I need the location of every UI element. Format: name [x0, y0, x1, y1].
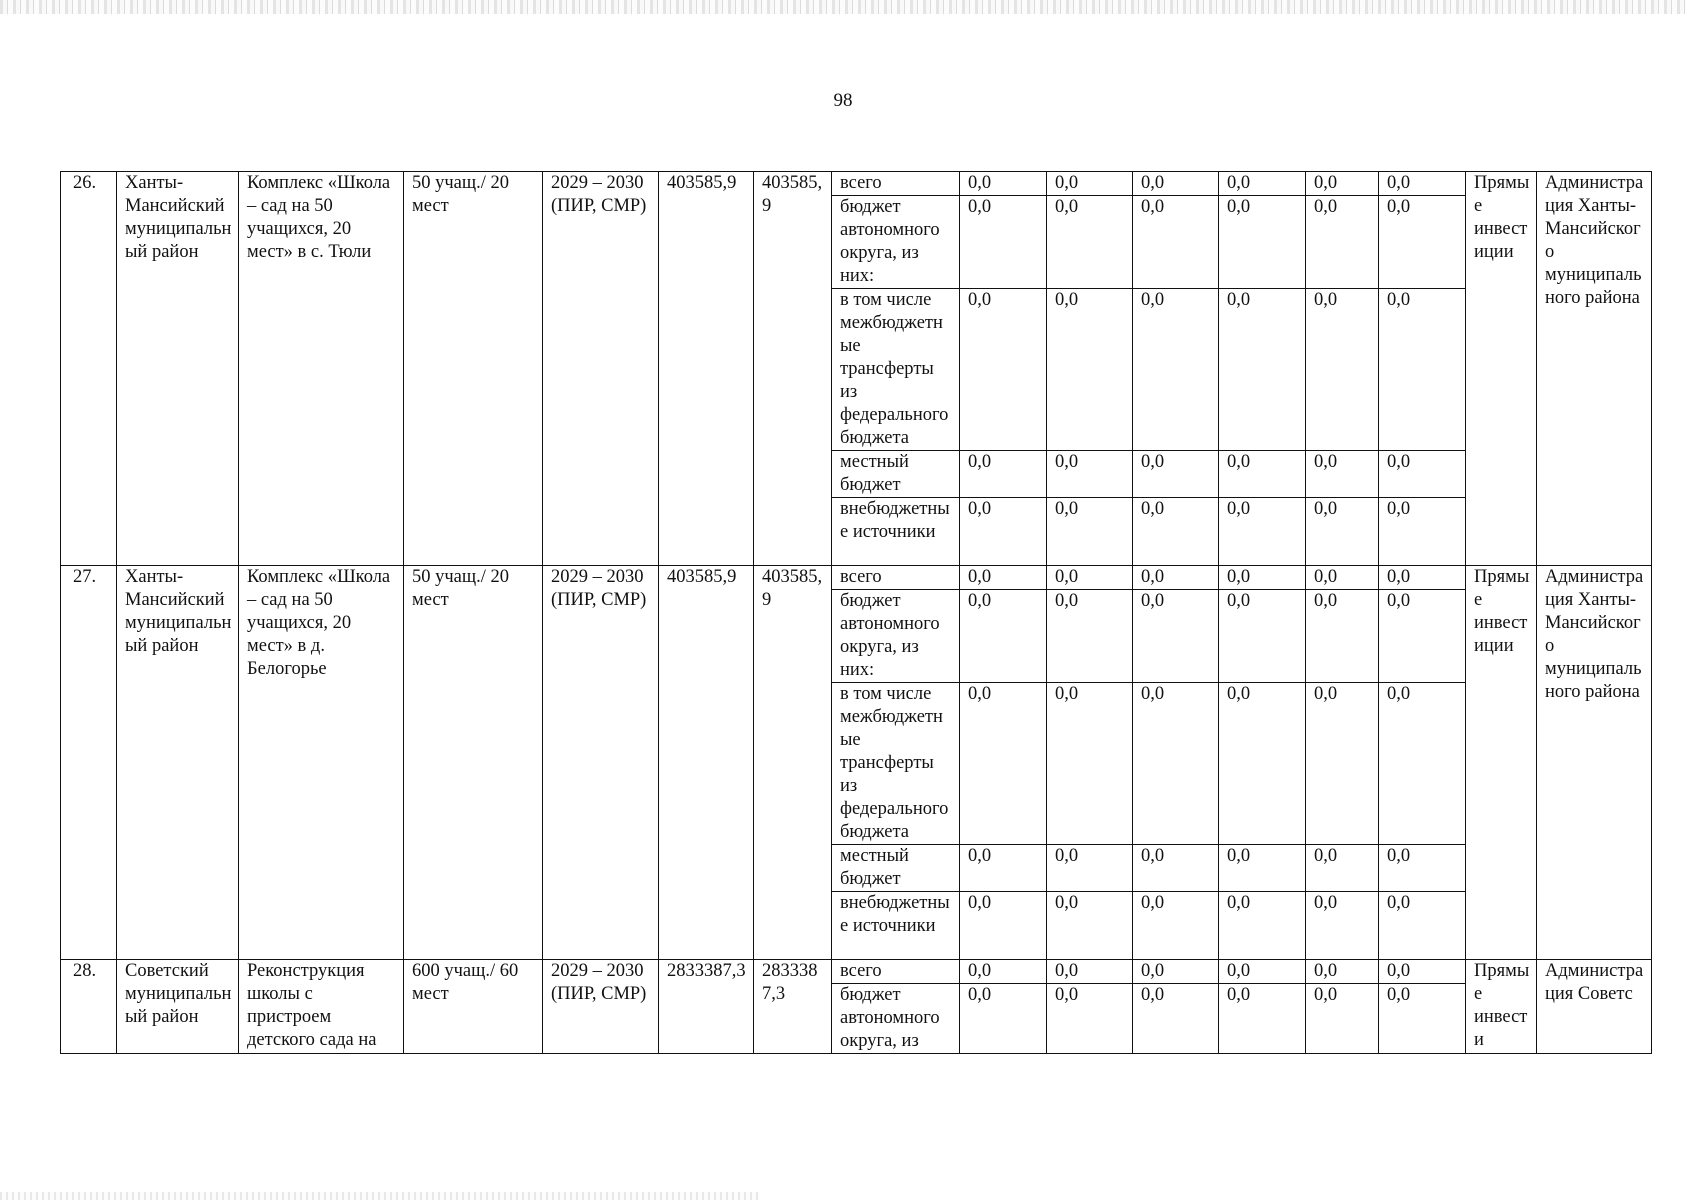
value-cell: 0,0: [1379, 683, 1466, 845]
value-cell: 0,0: [960, 289, 1047, 451]
value-cell: 0,0: [1379, 498, 1466, 566]
value-cell: 0,0: [1306, 590, 1379, 683]
value-cell: 0,0: [1219, 590, 1306, 683]
value-cell: 0,0: [1133, 960, 1219, 984]
scan-edge-artifact: [0, 0, 1686, 14]
value-cell: 0,0: [1219, 451, 1306, 498]
cost-total-cell: 403585,9: [659, 172, 754, 566]
value-cell: 0,0: [1219, 566, 1306, 590]
value-cell: 0,0: [960, 845, 1047, 892]
value-cell: 0,0: [1379, 566, 1466, 590]
value-cell: 0,0: [1133, 683, 1219, 845]
value-cell: 0,0: [960, 498, 1047, 566]
table-body: [61, 172, 1652, 1054]
value-cell: 0,0: [960, 960, 1047, 984]
mechanism-cell: Прямые инвестиции: [1466, 172, 1537, 566]
value-cell: 0,0: [1306, 845, 1379, 892]
mechanism-cell: Прямые инвести: [1466, 960, 1537, 1054]
district-cell: Советский муниципальный район: [117, 960, 239, 1054]
table-row: [61, 566, 1652, 590]
project-number: 26.: [61, 172, 117, 566]
cost-remaining-cell: 2833387,3: [754, 960, 832, 1054]
value-cell: 0,0: [1379, 984, 1466, 1054]
value-cell: 0,0: [1379, 172, 1466, 196]
value-cell: 0,0: [1219, 196, 1306, 289]
table-row: [61, 172, 1652, 196]
value-cell: 0,0: [1379, 196, 1466, 289]
value-cell: 0,0: [1379, 960, 1466, 984]
district-cell: Ханты-Мансийский муниципальный район: [117, 566, 239, 960]
scan-edge-artifact-bottom: [0, 1192, 760, 1200]
funding-source-cell: всего: [832, 172, 960, 196]
value-cell: 0,0: [1379, 590, 1466, 683]
period-cell: 2029 – 2030 (ПИР, СМР): [543, 566, 659, 960]
funding-source-cell: местный бюджет: [832, 845, 960, 892]
value-cell: 0,0: [1219, 845, 1306, 892]
capacity-cell: 50 учащ./ 20 мест: [404, 172, 543, 566]
project-number: 28.: [61, 960, 117, 1054]
funding-source-cell: бюджет автономного округа, из них:: [832, 196, 960, 289]
value-cell: 0,0: [1306, 451, 1379, 498]
value-cell: 0,0: [1047, 566, 1133, 590]
funding-source-cell: местный бюджет: [832, 451, 960, 498]
cost-remaining-cell: 403585,9: [754, 172, 832, 566]
value-cell: 0,0: [1047, 289, 1133, 451]
value-cell: 0,0: [1379, 892, 1466, 960]
value-cell: 0,0: [1047, 590, 1133, 683]
customer-cell: Администрация Советс: [1537, 960, 1652, 1054]
value-cell: 0,0: [960, 892, 1047, 960]
value-cell: 0,0: [960, 566, 1047, 590]
funding-source-cell: всего: [832, 960, 960, 984]
value-cell: 0,0: [1379, 289, 1466, 451]
value-cell: 0,0: [960, 683, 1047, 845]
table-row: [61, 960, 1652, 984]
funding-source-cell: внебюджетные источники: [832, 498, 960, 566]
value-cell: 0,0: [1133, 196, 1219, 289]
value-cell: 0,0: [1219, 683, 1306, 845]
value-cell: 0,0: [1219, 289, 1306, 451]
value-cell: 0,0: [1219, 498, 1306, 566]
value-cell: 0,0: [1047, 845, 1133, 892]
value-cell: 0,0: [1306, 984, 1379, 1054]
value-cell: 0,0: [1133, 289, 1219, 451]
value-cell: 0,0: [960, 984, 1047, 1054]
value-cell: 0,0: [1219, 172, 1306, 196]
value-cell: 0,0: [1306, 683, 1379, 845]
value-cell: 0,0: [1306, 566, 1379, 590]
value-cell: 0,0: [1047, 196, 1133, 289]
value-cell: 0,0: [1133, 892, 1219, 960]
cost-total-cell: 2833387,3: [659, 960, 754, 1054]
value-cell: 0,0: [1133, 451, 1219, 498]
page-number: 98: [833, 90, 853, 111]
value-cell: 0,0: [1133, 498, 1219, 566]
cost-remaining-cell: 403585,9: [754, 566, 832, 960]
value-cell: 0,0: [1219, 960, 1306, 984]
capacity-cell: 50 учащ./ 20 мест: [404, 566, 543, 960]
value-cell: 0,0: [1306, 892, 1379, 960]
period-cell: 2029 – 2030 (ПИР, СМР): [543, 960, 659, 1054]
value-cell: 0,0: [1047, 498, 1133, 566]
value-cell: 0,0: [960, 451, 1047, 498]
value-cell: 0,0: [960, 172, 1047, 196]
value-cell: 0,0: [1306, 960, 1379, 984]
mechanism-cell: Прямые инвестиции: [1466, 566, 1537, 960]
value-cell: 0,0: [960, 590, 1047, 683]
funding-source-cell: бюджет автономного округа, из них:: [832, 590, 960, 683]
value-cell: 0,0: [1219, 984, 1306, 1054]
value-cell: 0,0: [1306, 172, 1379, 196]
value-cell: 0,0: [1306, 498, 1379, 566]
cost-total-cell: 403585,9: [659, 566, 754, 960]
customer-cell: Администрация Ханты-Мансийского муниципального района: [1537, 172, 1652, 566]
funding-source-cell: всего: [832, 566, 960, 590]
value-cell: 0,0: [1133, 566, 1219, 590]
object-name-cell: Комплекс «Школа – сад на 50 учащихся, 20 мест» в д. Белогорье: [239, 566, 404, 960]
investment-objects-table: [60, 171, 1652, 1054]
funding-source-cell: в том числе межбюджетные трансферты из федерального бюджета: [832, 289, 960, 451]
value-cell: 0,0: [1306, 289, 1379, 451]
capacity-cell: 600 учащ./ 60 мест: [404, 960, 543, 1054]
value-cell: 0,0: [1133, 984, 1219, 1054]
value-cell: 0,0: [1133, 590, 1219, 683]
value-cell: 0,0: [1379, 451, 1466, 498]
funding-source-cell: бюджет автономного округа, из: [832, 984, 960, 1054]
customer-cell: Администрация Ханты-Мансийского муниципального района: [1537, 566, 1652, 960]
value-cell: 0,0: [1047, 960, 1133, 984]
value-cell: 0,0: [1219, 892, 1306, 960]
value-cell: 0,0: [1047, 984, 1133, 1054]
value-cell: 0,0: [1047, 892, 1133, 960]
period-cell: 2029 – 2030 (ПИР, СМР): [543, 172, 659, 566]
object-name-cell: Комплекс «Школа – сад на 50 учащихся, 20 мест» в с. Тюли: [239, 172, 404, 566]
value-cell: 0,0: [1047, 683, 1133, 845]
value-cell: 0,0: [1306, 196, 1379, 289]
funding-source-cell: внебюджетные источники: [832, 892, 960, 960]
funding-source-cell: в том числе межбюджетные трансферты из федерального бюджета: [832, 683, 960, 845]
object-name-cell: Реконструкция школы с пристроем детского сада на: [239, 960, 404, 1054]
value-cell: 0,0: [1047, 172, 1133, 196]
value-cell: 0,0: [1379, 845, 1466, 892]
value-cell: 0,0: [1133, 172, 1219, 196]
value-cell: 0,0: [1047, 451, 1133, 498]
value-cell: 0,0: [1133, 845, 1219, 892]
project-number: 27.: [61, 566, 117, 960]
district-cell: Ханты-Мансийский муниципальный район: [117, 172, 239, 566]
value-cell: 0,0: [960, 196, 1047, 289]
